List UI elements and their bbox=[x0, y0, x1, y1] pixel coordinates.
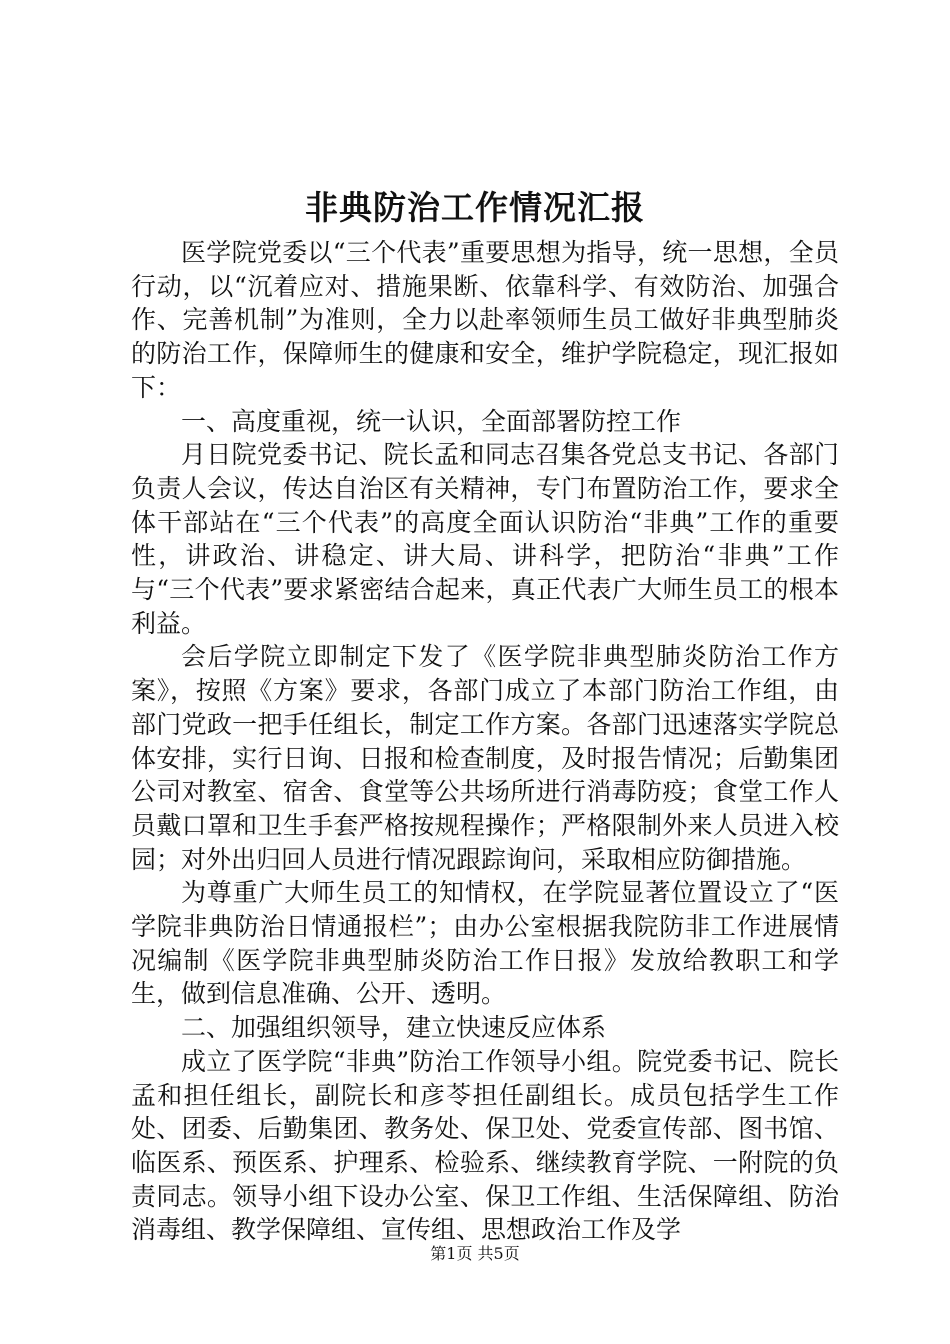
section-heading-2: 二、加强组织领导，建立快速反应体系 bbox=[181, 1013, 607, 1043]
document-title: 非典防治工作情况汇报 bbox=[305, 188, 645, 227]
paragraph-leadership: 成立了医学院“非典”防治工作领导小组。院党委书记、院长孟和担任组长，副院长和彦苓担任副组长。成员包括学生工作处、团委、后勤集团、教务处、保卫处、党委宣传部、图书馆、临医系、预医系、护理系、检验系、继续教育学院、一附院的负责同志。领导小组下设办公室、保卫工作组、生活保障组、防治消毒组、教学保障组、宣传组、思想政治工作及学 bbox=[131, 1046, 839, 1245]
section-heading-1: 一、高度重视，统一认识，全面部署防控工作 bbox=[181, 406, 682, 436]
paragraph-intro: 医学院党委以“三个代表”重要思想为指导，统一思想，全员行动，以“沉着应对、措施果断、依靠科学、有效防治、加强合作、完善机制”为准则，全力以赴率领师生员工做好非典型肺炎的防治工作，保障师生的健康和安全，维护学院稳定，现汇报如下： bbox=[131, 238, 839, 402]
document-body bbox=[131, 236, 839, 1247]
paragraph-meeting: 月日院党委书记、院长孟和同志召集各党总支书记、各部门负责人会议，传达自治区有关精神，专门布置防治工作，要求全体干部站在“三个代表”的高度全面认识防治“非典”工作的重要性，讲政治、讲稳定、讲大局、讲科学，把防治“非典”工作与“三个代表”要求紧密结合起来，真正代表广大师生员工的根本利益。 bbox=[131, 440, 839, 638]
page-number: 第1页 共5页 bbox=[430, 1244, 520, 1263]
paragraph-information: 为尊重广大师生员工的知情权，在学院显著位置设立了“医学院非典防治日情通报栏”；由办公室根据我院防非工作进展情况编制《医学院非典型肺炎防治工作日报》发放给教职工和学生，做到信息准确、公开、透明。 bbox=[131, 878, 839, 1009]
paragraph-plan: 会后学院立即制定下发了《医学院非典型肺炎防治工作方案》，按照《方案》要求，各部门成立了本部门防治工作组，由部门党政一把手任组长，制定工作方案。各部门迅速落实学院总体安排，实行日询、日报和检查制度，及时报告情况；后勤集团公司对教室、宿舍、食堂等公共场所进行消毒防疫；食堂工作人员戴口罩和卫生手套严格按规程操作；严格限制外来人员进入校园；对外出归回人员进行情况跟踪询问，采取相应防御措施。 bbox=[131, 642, 839, 874]
